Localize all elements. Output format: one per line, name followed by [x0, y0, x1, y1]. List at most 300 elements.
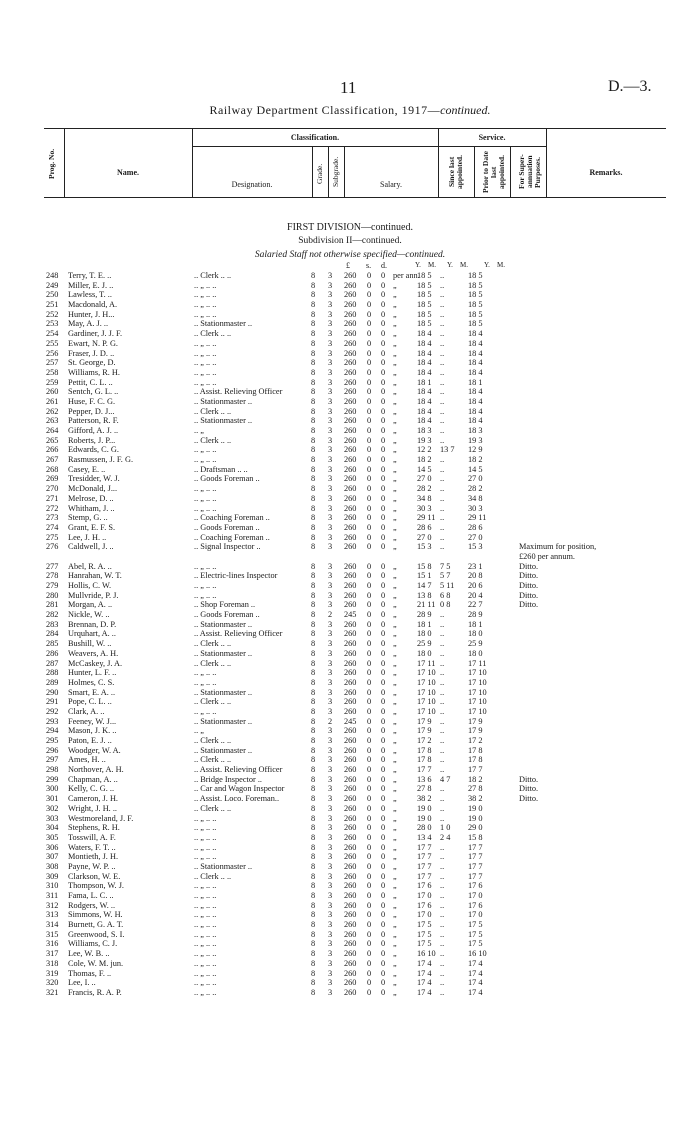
salary-shillings: 0 — [367, 406, 372, 416]
service-since-last: 18 4 — [417, 387, 432, 397]
table-row — [0, 504, 700, 514]
salary-header: Salary. — [380, 180, 402, 189]
salary-pence: 0 — [381, 648, 386, 658]
grade: 8 — [311, 939, 316, 949]
prog-no: 272 — [46, 503, 59, 513]
staff-name: Clark, A. .. — [68, 706, 105, 716]
salary-period: „ — [393, 978, 397, 988]
salary-pence: 0 — [381, 406, 386, 416]
table-row — [0, 600, 700, 610]
subgrade: 3 — [328, 852, 333, 862]
salary-pence: 0 — [381, 416, 386, 426]
service-since-last: 13 6 — [417, 774, 432, 784]
salary-pence: 0 — [381, 309, 386, 319]
prog-no: 304 — [46, 823, 59, 833]
prog-no: 256 — [46, 348, 59, 358]
prog-no: 271 — [46, 493, 59, 503]
prog-no: 298 — [46, 765, 59, 775]
prog-no: 303 — [46, 813, 59, 823]
staff-name: Wright, J. H. .. — [68, 803, 117, 813]
subgrade: 3 — [328, 455, 333, 465]
table-row — [0, 436, 700, 446]
salary-pounds: 260 — [344, 978, 357, 988]
service-superannuation: 17 10 — [468, 677, 487, 687]
salary-pence: 0 — [381, 474, 386, 484]
salary-shillings: 0 — [367, 290, 372, 300]
service-since-last: 17 2 — [417, 736, 432, 745]
salary-shillings: 0 — [367, 726, 372, 736]
salary-period: „ — [393, 590, 397, 600]
service-superannuation: 18 4 — [468, 338, 483, 348]
salary-shillings: 0 — [367, 338, 372, 348]
remarks: Maximum for position, — [519, 542, 597, 552]
staff-name: Melrose, D. .. — [68, 493, 114, 503]
salary-period: per ann. — [393, 271, 420, 280]
designation: .. „ .. .. — [194, 881, 217, 891]
service-since-last: 17 6 — [417, 900, 432, 910]
service-prior: .. — [440, 522, 445, 532]
table-row — [0, 368, 700, 378]
table-row — [0, 717, 700, 727]
service-since-last: 27 0 — [417, 532, 432, 542]
service-since-last: 13 8 — [417, 590, 432, 600]
prog-no: 287 — [46, 658, 59, 668]
salary-pence: 0 — [381, 522, 386, 532]
salary-period: „ — [393, 532, 397, 542]
subgrade: 3 — [328, 571, 333, 581]
salary-period: „ — [393, 968, 397, 978]
service-since-last: 18 5 — [417, 300, 432, 310]
table-row — [0, 678, 700, 688]
subgrade: 3 — [328, 513, 333, 523]
salary-shillings: 0 — [367, 716, 372, 726]
service-superannuation: 17 6 — [468, 900, 483, 910]
salary-pounds: 260 — [344, 271, 357, 280]
grade: 8 — [311, 677, 316, 687]
salary-pence: 0 — [381, 455, 386, 465]
salary-shillings: 0 — [367, 639, 372, 649]
service-superannuation: 27 8 — [468, 784, 483, 794]
staff-name: Chapman, A. .. — [68, 774, 118, 784]
staff-name: Williams, C. J. — [68, 939, 118, 949]
salary-pence: 0 — [381, 813, 386, 823]
designation: .. Signal Inspector .. — [194, 542, 261, 552]
prog-no: 314 — [46, 920, 59, 930]
designation: .. „ .. .. — [194, 978, 217, 988]
salary-period: „ — [393, 474, 397, 484]
grade: 8 — [311, 590, 316, 600]
salary-shillings: 0 — [367, 852, 372, 862]
prog-no: 305 — [46, 832, 59, 842]
designation: .. „ .. .. — [194, 503, 217, 513]
designation: .. „ — [194, 726, 204, 736]
service-superannuation: 18 5 — [468, 300, 483, 310]
salary-shillings: 0 — [367, 435, 372, 445]
designation: .. Coaching Foreman .. — [194, 532, 270, 542]
service-since-last: 15 3 — [417, 542, 432, 552]
salary-period: „ — [393, 920, 397, 930]
service-superannuation: 18 1 — [468, 377, 483, 387]
staff-name: Smart, E. A. .. — [68, 687, 116, 697]
prog-no: 262 — [46, 406, 59, 416]
service-prior: .. — [440, 716, 445, 726]
subgrade: 3 — [328, 736, 333, 745]
salary-period: „ — [393, 290, 397, 300]
service-since-last: 17 0 — [417, 910, 432, 920]
service-superannuation: 27 0 — [468, 474, 483, 484]
salary-shillings: 0 — [367, 978, 372, 988]
service-prior: 2 4 — [440, 832, 451, 842]
subgrade: 3 — [328, 677, 333, 687]
service-superannuation: 18 5 — [468, 290, 483, 300]
salary-period: „ — [393, 929, 397, 939]
staff-name: Weavers, A. H. — [68, 648, 119, 658]
salary-pence: 0 — [381, 881, 386, 891]
subgrade: 3 — [328, 542, 333, 552]
service-prior: .. — [440, 426, 445, 435]
since-last-header: Since last appointed. — [447, 155, 464, 189]
table-row — [0, 416, 700, 426]
table-row — [0, 659, 700, 669]
grade: 8 — [311, 668, 316, 678]
designation: .. „ — [194, 426, 204, 435]
designation: .. Goods Foreman .. — [194, 610, 260, 620]
service-superannuation: 17 7 — [468, 861, 483, 871]
salary-pence: 0 — [381, 271, 386, 280]
salary-pence: 0 — [381, 794, 386, 804]
staff-name: Cameron, J. H. — [68, 794, 119, 804]
designation: .. „ .. .. — [194, 706, 217, 716]
table-row — [0, 823, 700, 833]
subgrade: 3 — [328, 648, 333, 658]
salary-pounds: 260 — [344, 590, 357, 600]
salary-shillings: 0 — [367, 929, 372, 939]
salary-pounds: 260 — [344, 445, 357, 455]
table-row — [0, 494, 700, 504]
service-superannuation: 22 7 — [468, 600, 483, 610]
grade: 8 — [311, 726, 316, 736]
service-since-last: 18 2 — [417, 455, 432, 465]
page-number: 11 — [340, 78, 357, 97]
service-since-last: 19 0 — [417, 813, 432, 823]
service-superannuation: 18 4 — [468, 396, 483, 406]
subgrade: 3 — [328, 484, 333, 494]
subgrade: 3 — [328, 706, 333, 716]
subgrade: 3 — [328, 668, 333, 678]
subgrade: 3 — [328, 765, 333, 775]
salary-pence: 0 — [381, 619, 386, 629]
prog-no: 249 — [46, 280, 59, 290]
salary-pence: 0 — [381, 668, 386, 678]
grade: 8 — [311, 968, 316, 978]
salary-shillings: 0 — [367, 881, 372, 891]
salary-pence: 0 — [381, 706, 386, 716]
service-prior: .. — [440, 329, 445, 339]
unit-pence: d. — [381, 261, 387, 270]
grade: 8 — [311, 300, 316, 310]
grade: 8 — [311, 745, 316, 755]
subgrade: 3 — [328, 939, 333, 949]
prog-no: 270 — [46, 484, 59, 494]
service-since-last: 12 2 — [417, 445, 432, 455]
salary-shillings: 0 — [367, 445, 372, 455]
service-prior: .. — [440, 406, 445, 416]
service-prior: .. — [440, 842, 445, 852]
remarks: Ditto. — [519, 590, 539, 600]
salary-period: „ — [393, 387, 397, 397]
salary-pounds: 245 — [344, 716, 357, 726]
salary-period: „ — [393, 513, 397, 523]
subgrade: 3 — [328, 532, 333, 542]
service-prior: .. — [440, 610, 445, 620]
salary-pence: 0 — [381, 832, 386, 842]
service-since-last: 15 8 — [417, 561, 432, 571]
staff-name: Morgan, A. .. — [68, 600, 113, 610]
staff-name: Whitham, J. .. — [68, 503, 115, 513]
service-since-last: 17 4 — [417, 978, 432, 988]
service-superannuation: 17 5 — [468, 920, 483, 930]
subgrade: 3 — [328, 416, 333, 426]
salary-pounds: 260 — [344, 658, 357, 668]
table-row — [0, 484, 700, 494]
salary-shillings: 0 — [367, 823, 372, 833]
staff-name: Cole, W. M. jun. — [68, 958, 124, 968]
subgrade: 3 — [328, 629, 333, 639]
grade: 8 — [311, 455, 316, 465]
salary-pounds: 260 — [344, 949, 357, 959]
subgrade: 3 — [328, 774, 333, 784]
salary-period: „ — [393, 610, 397, 620]
salary-pounds: 260 — [344, 406, 357, 416]
prog-no: 291 — [46, 697, 59, 707]
staff-name: McCaskey, J. A. — [68, 658, 123, 668]
salary-period: „ — [393, 648, 397, 658]
designation: .. „ .. .. — [194, 832, 217, 842]
service-since-last: 17 4 — [417, 958, 432, 968]
salary-shillings: 0 — [367, 677, 372, 687]
grade: 8 — [311, 522, 316, 532]
service-since-last: 13 4 — [417, 832, 432, 842]
salary-period: „ — [393, 832, 397, 842]
salary-shillings: 0 — [367, 474, 372, 484]
salary-pence: 0 — [381, 445, 386, 455]
service-prior: .. — [440, 358, 445, 368]
staff-name: Lee, I. .. — [68, 978, 96, 988]
salary-pence: 0 — [381, 755, 386, 765]
salary-pounds: 260 — [344, 329, 357, 339]
salary-period: „ — [393, 939, 397, 949]
prog-no: 290 — [46, 687, 59, 697]
grade: 8 — [311, 513, 316, 523]
service-since-last: 15 1 — [417, 571, 432, 581]
salary-shillings: 0 — [367, 329, 372, 339]
service-since-last: 30 3 — [417, 503, 432, 513]
grade: 8 — [311, 610, 316, 620]
designation: .. Clerk .. .. — [194, 755, 232, 765]
designation: .. „ .. .. — [194, 358, 217, 368]
service-prior: .. — [440, 639, 445, 649]
service-prior: .. — [440, 881, 445, 891]
service-superannuation: 28 2 — [468, 484, 483, 494]
subgrade: 3 — [328, 900, 333, 910]
service-since-last: 29 11 — [417, 513, 436, 523]
salary-shillings: 0 — [367, 426, 372, 435]
designation: .. Assist. Relieving Officer — [194, 387, 283, 397]
designation: .. „ .. .. — [194, 987, 217, 997]
salary-pounds: 260 — [344, 280, 357, 290]
table-row — [0, 872, 700, 882]
salary-pounds: 260 — [344, 900, 357, 910]
table-row — [0, 358, 700, 368]
service-prior: .. — [440, 290, 445, 300]
salary-shillings: 0 — [367, 920, 372, 930]
service-prior: .. — [440, 939, 445, 949]
salary-shillings: 0 — [367, 629, 372, 639]
service-superannuation: 18 4 — [468, 416, 483, 426]
salary-pounds: 260 — [344, 493, 357, 503]
designation: .. Clerk .. .. — [194, 697, 232, 707]
subgrade: 3 — [328, 426, 333, 435]
service-superannuation: 18 3 — [468, 426, 483, 435]
remarks: Ditto. — [519, 774, 539, 784]
service-superannuation: 29 0 — [468, 823, 483, 833]
service-prior: .. — [440, 348, 445, 358]
salary-pounds: 260 — [344, 338, 357, 348]
service-since-last: 19 0 — [417, 803, 432, 813]
staff-name: Lee, J. H. .. — [68, 532, 107, 542]
grade: 8 — [311, 387, 316, 397]
salary-pence: 0 — [381, 677, 386, 687]
salary-pence: 0 — [381, 426, 386, 435]
salary-period: „ — [393, 358, 397, 368]
service-since-last: 18 4 — [417, 406, 432, 416]
table-row — [0, 843, 700, 853]
grade: 8 — [311, 832, 316, 842]
designation: .. „ .. .. — [194, 910, 217, 920]
salary-pounds: 260 — [344, 416, 357, 426]
salary-pounds: 260 — [344, 677, 357, 687]
prog-no: 315 — [46, 929, 59, 939]
salary-pounds: 260 — [344, 358, 357, 368]
salary-period: „ — [393, 619, 397, 629]
service-since-last: 18 5 — [417, 271, 432, 280]
staff-name: Macdonald, A. — [68, 300, 118, 310]
staff-name: Holmes, C. S. — [68, 677, 115, 687]
designation: .. Stationmaster .. — [194, 416, 253, 426]
service-since-last: 17 4 — [417, 968, 432, 978]
grade: 8 — [311, 406, 316, 416]
staff-name: Hunter, J. H... — [68, 309, 115, 319]
service-superannuation: 18 5 — [468, 280, 483, 290]
subgrade: 3 — [328, 387, 333, 397]
prog-no: 274 — [46, 522, 59, 532]
salary-pounds: 260 — [344, 319, 357, 329]
salary-period: „ — [393, 464, 397, 474]
salary-pounds: 260 — [344, 629, 357, 639]
designation: .. Clerk .. .. — [194, 658, 232, 668]
prog-no: 292 — [46, 706, 59, 716]
service-superannuation: 28 9 — [468, 610, 483, 620]
service-since-last: 34 8 — [417, 493, 432, 503]
staff-heading — [0, 250, 700, 260]
salary-period: „ — [393, 774, 397, 784]
prog-no: 318 — [46, 958, 59, 968]
salary-pence: 0 — [381, 929, 386, 939]
service-prior: .. — [440, 755, 445, 765]
service-since-last: 17 9 — [417, 726, 432, 736]
service-prior: .. — [440, 435, 445, 445]
prog-no: 252 — [46, 309, 59, 319]
service-since-last: 18 5 — [417, 280, 432, 290]
unit-years-2: Y. — [447, 261, 453, 269]
staff-name: Bushill, W. .. — [68, 639, 112, 649]
designation: .. Stationmaster .. — [194, 687, 253, 697]
salary-period: „ — [393, 813, 397, 823]
salary-period: „ — [393, 745, 397, 755]
salary-shillings: 0 — [367, 542, 372, 552]
staff-name: Tresidder, W. J. — [68, 474, 120, 484]
grade: 8 — [311, 920, 316, 930]
designation: .. Goods Foreman .. — [194, 522, 260, 532]
salary-pence: 0 — [381, 842, 386, 852]
salary-shillings: 0 — [367, 581, 372, 590]
salary-period: „ — [393, 493, 397, 503]
table-row — [0, 339, 700, 349]
grade: 8 — [311, 687, 316, 697]
designation: .. „ .. .. — [194, 300, 217, 310]
table-row — [0, 610, 700, 620]
designation: .. „ .. .. — [194, 377, 217, 387]
staff-name: Caldwell, J. .. — [68, 542, 114, 552]
table-row — [0, 300, 700, 310]
service-prior: .. — [440, 338, 445, 348]
division-heading — [0, 222, 700, 233]
service-superannuation: 18 4 — [468, 358, 483, 368]
title-main: Railway Department Classification, 1917— — [209, 103, 441, 117]
table-row — [0, 978, 700, 988]
table-row — [0, 755, 700, 765]
subgrade: 3 — [328, 949, 333, 959]
grade: 8 — [311, 978, 316, 988]
salary-period: „ — [393, 396, 397, 406]
service-superannuation: 18 4 — [468, 348, 483, 358]
table-row — [0, 290, 700, 300]
grade: 8 — [311, 503, 316, 513]
salary-period: „ — [393, 949, 397, 959]
table-row — [0, 562, 700, 572]
table-row — [0, 736, 700, 746]
service-prior: .. — [440, 532, 445, 542]
prog-no: 297 — [46, 755, 59, 765]
prog-no: 312 — [46, 900, 59, 910]
table-row — [0, 852, 700, 862]
designation: .. „ .. .. — [194, 668, 217, 678]
salary-pounds: 260 — [344, 522, 357, 532]
table-row — [0, 910, 700, 920]
salary-pounds: 260 — [344, 736, 357, 745]
designation: .. „ .. .. — [194, 290, 217, 300]
salary-pounds: 260 — [344, 823, 357, 833]
salary-pence: 0 — [381, 561, 386, 571]
remarks-header: Remarks. — [589, 168, 623, 177]
subgrade: 3 — [328, 493, 333, 503]
service-since-last: 17 7 — [417, 765, 432, 775]
staff-name: Nickle, W. .. — [68, 610, 110, 620]
designation: .. Clerk .. .. — [194, 803, 232, 813]
grade: 8 — [311, 958, 316, 968]
service-superannuation: 18 5 — [468, 271, 483, 280]
salary-shillings: 0 — [367, 319, 372, 329]
